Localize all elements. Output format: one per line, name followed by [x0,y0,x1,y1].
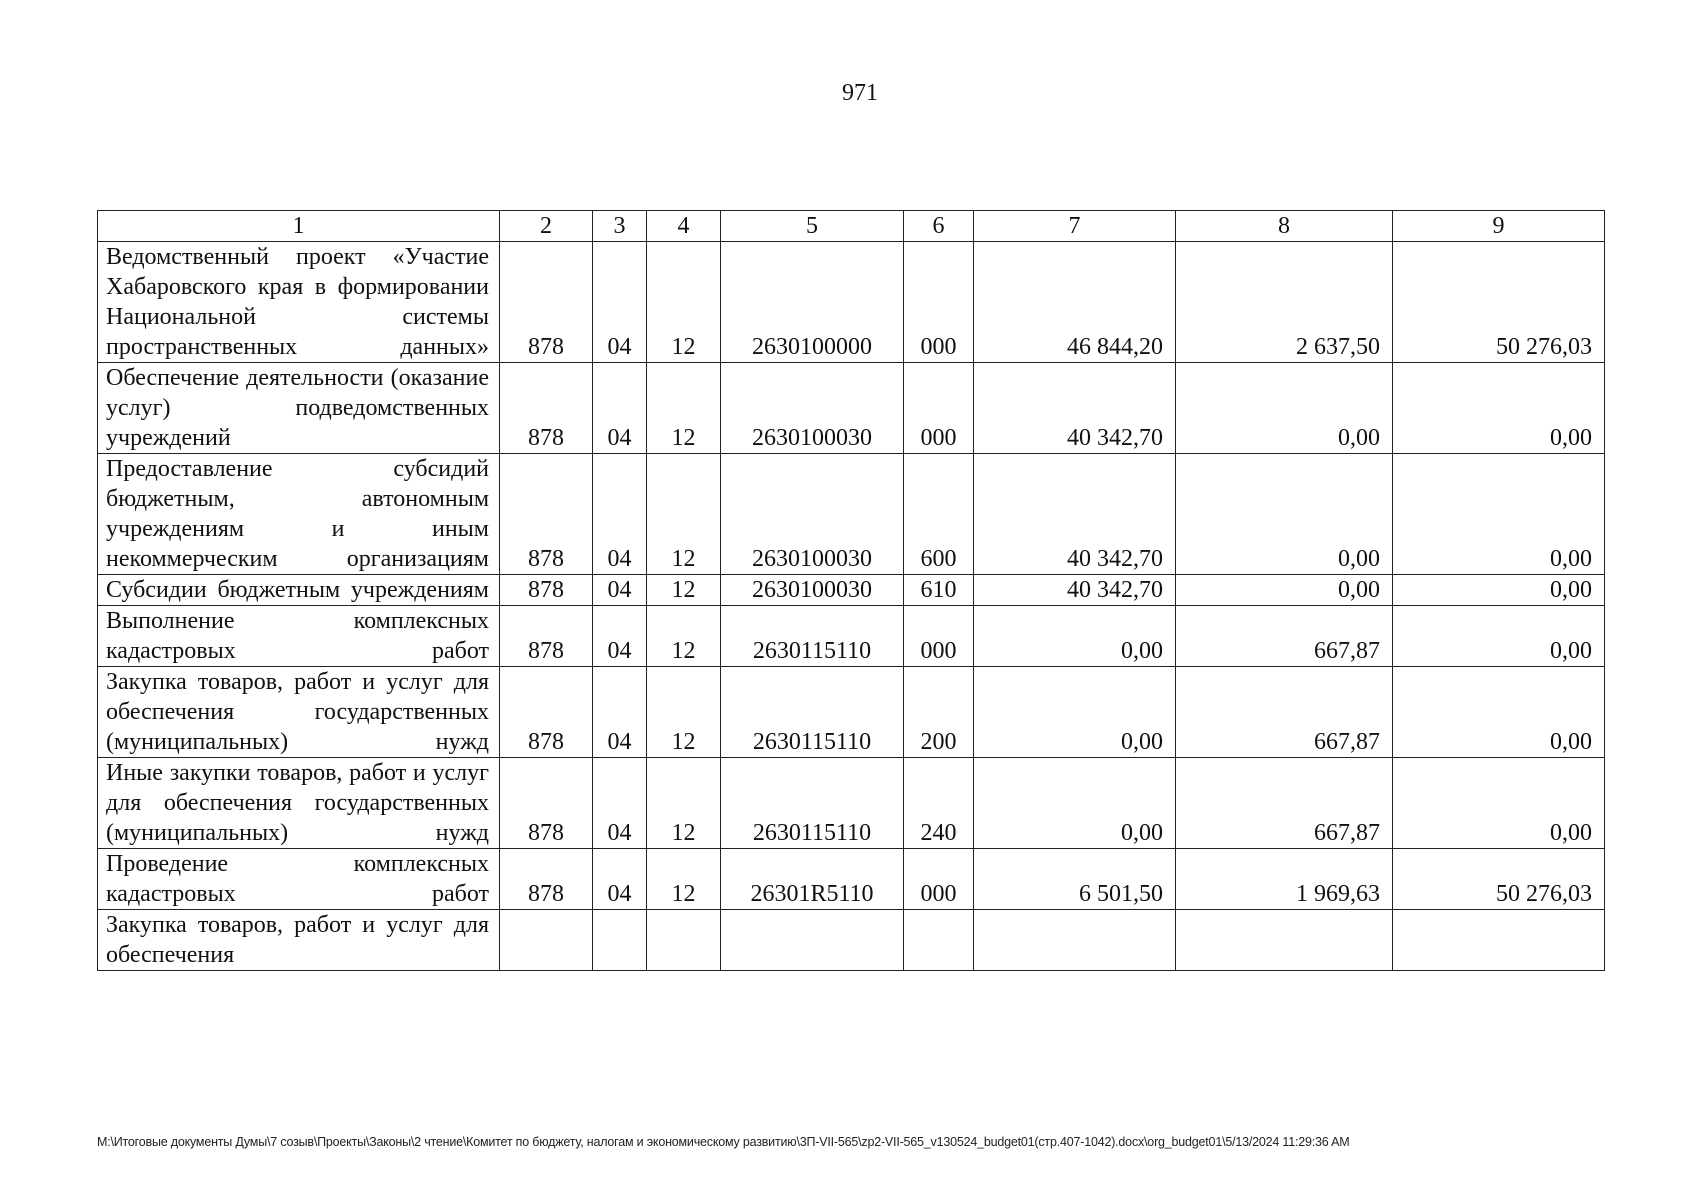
row-name: Ведомственный проект «Участие Хабаровского края в формировании Национальной системы пространственных данных» [98,242,500,363]
row-name: Предоставление субсидий бюджетным, автономным учреждениям и иным некоммерческим организациям [98,454,500,575]
cell-csr: 26301R5110 [721,849,904,910]
cell-amount-8 [1176,910,1393,971]
cell-csr: 2630100030 [721,575,904,606]
cell-rz: 04 [593,606,647,667]
cell-amount-7: 40 342,70 [974,575,1176,606]
cell-pr: 12 [647,363,721,454]
cell-csr: 2630115110 [721,667,904,758]
cell-rz [593,910,647,971]
cell-gr: 878 [500,575,593,606]
cell-pr: 12 [647,606,721,667]
cell-rz: 04 [593,667,647,758]
cell-csr: 2630100030 [721,363,904,454]
cell-amount-7: 6 501,50 [974,849,1176,910]
row-name: Закупка товаров, работ и услуг для обеспечения [98,910,500,971]
cell-vr: 000 [904,606,974,667]
cell-amount-8: 0,00 [1176,454,1393,575]
header-cell: 9 [1393,211,1605,242]
cell-gr [500,910,593,971]
cell-pr: 12 [647,575,721,606]
header-row [98,211,1605,242]
cell-vr: 240 [904,758,974,849]
cell-amount-8: 2 637,50 [1176,242,1393,363]
cell-amount-7: 0,00 [974,758,1176,849]
row-name: Субсидии бюджетным учреждениям [98,575,500,606]
header-cell: 2 [500,211,593,242]
cell-amount-8: 1 969,63 [1176,849,1393,910]
cell-amount-7: 0,00 [974,606,1176,667]
cell-amount-7: 40 342,70 [974,363,1176,454]
cell-csr: 2630115110 [721,606,904,667]
cell-amount-9: 0,00 [1393,758,1605,849]
cell-pr [647,910,721,971]
header-cell: 3 [593,211,647,242]
cell-pr: 12 [647,849,721,910]
cell-amount-8: 667,87 [1176,758,1393,849]
header-cell: 5 [721,211,904,242]
table-row [98,242,1605,363]
cell-vr: 000 [904,242,974,363]
row-name: Иные закупки товаров, работ и услуг для обеспечения государственных (муниципальных) нужд [98,758,500,849]
cell-amount-9: 0,00 [1393,606,1605,667]
cell-amount-9: 50 276,03 [1393,242,1605,363]
cell-vr: 000 [904,363,974,454]
cell-rz: 04 [593,454,647,575]
footer-file-path: M:\Итоговые документы Думы\7 созыв\Проекты\Законы\2 чтение\Комитет по бюджету, налогам и экономическому развитию\3П-VII-565\zp2-VII-565_v130524_budget01(стр.407-1042).docx\org_budget01\5/13/2024 11:29:36 AM [97,1135,1350,1149]
cell-rz: 04 [593,363,647,454]
header-cell: 1 [98,211,500,242]
cell-gr: 878 [500,606,593,667]
table-row [98,758,1605,849]
header-cell: 6 [904,211,974,242]
cell-rz: 04 [593,758,647,849]
row-name: Закупка товаров, работ и услуг для обеспечения государственных (муниципальных) нужд [98,667,500,758]
cell-amount-9: 50 276,03 [1393,849,1605,910]
cell-vr: 600 [904,454,974,575]
row-name: Выполнение комплексных кадастровых работ [98,606,500,667]
cell-csr: 2630115110 [721,758,904,849]
cell-rz: 04 [593,849,647,910]
cell-gr: 878 [500,454,593,575]
table-row [98,454,1605,575]
row-name: Обеспечение деятельности (оказание услуг) подведомственных учреждений [98,363,500,454]
header-cell: 7 [974,211,1176,242]
header-cell: 4 [647,211,721,242]
cell-gr: 878 [500,758,593,849]
cell-pr: 12 [647,758,721,849]
cell-vr: 200 [904,667,974,758]
cell-amount-8: 667,87 [1176,606,1393,667]
cell-gr: 878 [500,363,593,454]
table-row [98,849,1605,910]
budget-table [97,210,1605,971]
cell-pr: 12 [647,667,721,758]
table-row [98,606,1605,667]
table-row [98,363,1605,454]
cell-vr: 610 [904,575,974,606]
cell-vr: 000 [904,849,974,910]
cell-amount-8: 667,87 [1176,667,1393,758]
cell-amount-8: 0,00 [1176,363,1393,454]
row-name: Проведение комплексных кадастровых работ [98,849,500,910]
cell-amount-8: 0,00 [1176,575,1393,606]
cell-gr: 878 [500,667,593,758]
page-number: 971 [842,80,878,106]
table-row [98,575,1605,606]
cell-csr [721,910,904,971]
cell-pr: 12 [647,242,721,363]
cell-rz: 04 [593,242,647,363]
cell-amount-7: 0,00 [974,667,1176,758]
cell-amount-7: 46 844,20 [974,242,1176,363]
table-row [98,910,1605,971]
cell-amount-9: 0,00 [1393,363,1605,454]
cell-csr: 2630100000 [721,242,904,363]
cell-pr: 12 [647,454,721,575]
cell-gr: 878 [500,849,593,910]
cell-rz: 04 [593,575,647,606]
cell-gr: 878 [500,242,593,363]
cell-vr [904,910,974,971]
cell-amount-9: 0,00 [1393,667,1605,758]
cell-amount-7: 40 342,70 [974,454,1176,575]
table-row [98,667,1605,758]
header-cell: 8 [1176,211,1393,242]
cell-csr: 2630100030 [721,454,904,575]
cell-amount-9: 0,00 [1393,454,1605,575]
cell-amount-9 [1393,910,1605,971]
cell-amount-9: 0,00 [1393,575,1605,606]
cell-amount-7 [974,910,1176,971]
